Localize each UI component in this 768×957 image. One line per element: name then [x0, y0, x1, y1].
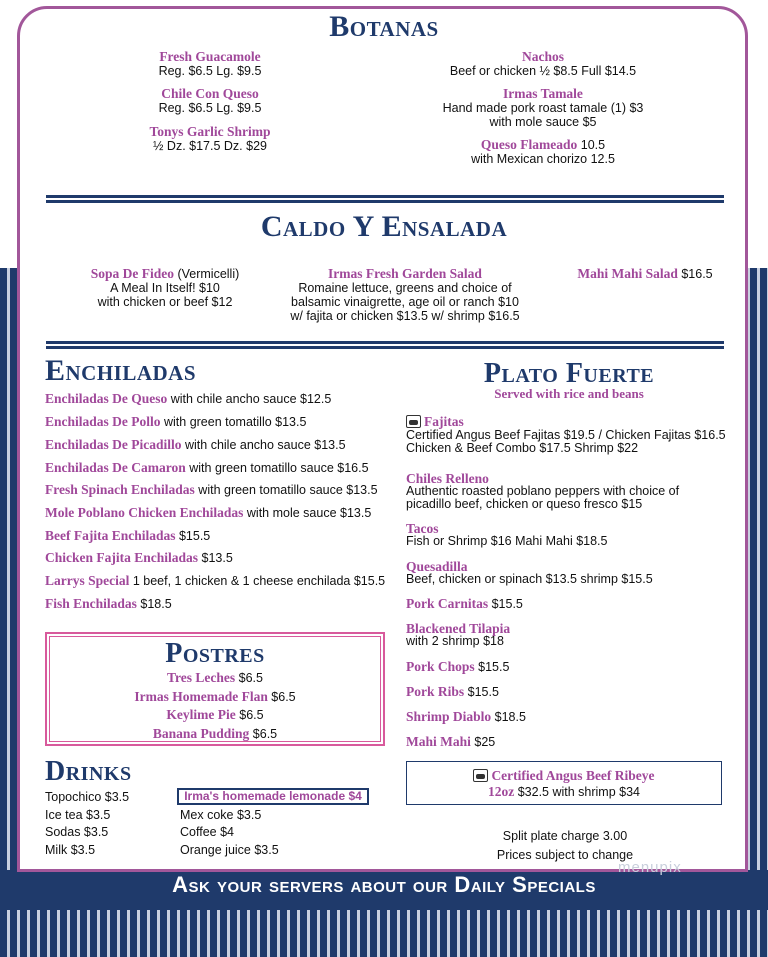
item-name: Mahi Mahi: [406, 734, 471, 749]
section-divider: [46, 341, 724, 349]
item-price: $15.5: [474, 660, 510, 674]
item-detail: Chicken & Beef Combo $17.5 Shrimp $22: [406, 441, 639, 455]
item-detail: Certified Angus Beef Fajitas $19.5 / Chicken Fajitas $16.5: [406, 428, 726, 442]
item-detail: with chile ancho sauce $12.5: [167, 392, 332, 406]
item-price: 10.5: [577, 138, 606, 152]
menu-item-mole-enchiladas: [45, 505, 371, 521]
item-name: Enchiladas De Picadillo: [45, 437, 182, 452]
item-name: Enchiladas De Pollo: [45, 414, 161, 429]
item-detail: with mole sauce $5: [489, 115, 597, 129]
item-detail: balsamic vinaigrette, age oil or ranch $10: [291, 295, 519, 309]
item-name: Certified Angus Beef Ribeye: [491, 768, 655, 783]
item-detail: ½ Dz. $17.5 Dz. $29: [153, 139, 267, 153]
menu-item-irmas-tamale: [428, 87, 658, 129]
menu-item-pork-ribs: [406, 685, 499, 699]
item-name: Pork Ribs: [406, 684, 465, 699]
item-detail: with 2 shrimp $18: [406, 634, 504, 648]
menu-item-flan: [45, 688, 385, 707]
item-name: Tacos: [406, 521, 439, 536]
item-name: Chicken Fajita Enchiladas: [45, 550, 199, 565]
item-name: Irmas Homemade Flan: [134, 688, 268, 704]
item-name: Chiles Relleno: [406, 471, 489, 486]
drink-item: Orange juice $3.5: [180, 843, 279, 857]
menu-item-mahi-mahi: [406, 735, 495, 749]
section-divider: [46, 195, 724, 203]
menu-item-beef-fajita-enchiladas: [45, 528, 210, 544]
item-size: 12oz: [487, 784, 515, 799]
menu-item-larrys-special: [45, 573, 385, 589]
drink-item: Mex coke $3.5: [180, 808, 262, 822]
menu-item-quesadilla: [406, 560, 653, 586]
item-detail: Hand made pork roast tamale (1) $3: [442, 101, 644, 115]
botanas-title: Botanas: [329, 10, 439, 43]
angus-beef-icon: [473, 769, 488, 782]
item-price: $16.5: [677, 267, 713, 281]
menu-item-chicken-fajita-enchiladas: [45, 550, 233, 566]
item-detail: $15.5: [175, 529, 211, 543]
menu-item-queso-flameado: [428, 138, 658, 166]
item-name: Mahi Mahi Salad: [577, 266, 678, 281]
item-price: $6.5: [249, 726, 278, 741]
item-detail: 1 beef, 1 chicken & 1 cheese enchilada $15.5: [129, 574, 386, 588]
item-detail: with chicken or beef $12: [97, 295, 233, 309]
menu-item-enchiladas-queso: [45, 391, 331, 407]
drink-lemonade: Irma's homemade lemonade $4: [177, 788, 369, 805]
item-name: Queso Flameado: [480, 137, 578, 152]
item-detail: Reg. $6.5 Lg. $9.5: [158, 64, 262, 78]
watermark: menupix: [618, 859, 682, 876]
item-name: Mole Poblano Chicken Enchiladas: [45, 505, 244, 520]
caldo-title: Caldo Y Ensalada: [260, 210, 508, 243]
menu-item-tacos: [406, 522, 607, 548]
item-detail: with green tomatillo sauce $16.5: [185, 461, 369, 475]
menu-item-chiles-relleno: [406, 472, 679, 511]
item-suffix: (Vermicelli): [173, 267, 240, 281]
item-name: Pork Carnitas: [406, 596, 489, 611]
item-price: $6.5: [235, 671, 263, 685]
drink-item: Topochico $3.5: [45, 790, 130, 804]
item-name: Enchiladas De Queso: [45, 391, 168, 406]
item-price: $15.5: [488, 597, 523, 611]
item-price: $6.5: [235, 708, 264, 722]
menu-item-nachos: [428, 50, 658, 78]
item-name: Fajitas: [424, 414, 464, 429]
menu-item-sopa-de-fideo: [70, 267, 260, 309]
item-detail: Fish or Shrimp $16 Mahi Mahi $18.5: [406, 534, 608, 548]
item-detail: Beef, chicken or spinach $13.5 shrimp $15.5: [406, 572, 653, 586]
prices-note: Prices subject to change: [496, 848, 634, 862]
menu-item-blackened-tilapia: [406, 622, 510, 648]
plato-subtitle: Served with rice and beans: [494, 386, 644, 401]
item-name: Larrys Special: [45, 573, 130, 588]
menu-item-tonys-garlic-shrimp: [110, 125, 310, 153]
item-name: Chile Con Queso: [161, 86, 259, 101]
menu-item-shrimp-diablo: [406, 710, 526, 724]
item-price: $15.5: [464, 685, 499, 699]
drinks-title: Drinks: [45, 756, 132, 787]
item-name: Nachos: [521, 49, 564, 64]
item-price: $25: [470, 735, 496, 749]
split-plate-note: Split plate charge 3.00: [502, 829, 628, 843]
postres-title: Postres: [165, 638, 265, 669]
item-name: Shrimp Diablo: [406, 709, 492, 724]
item-detail: $13.5: [198, 551, 233, 565]
enchiladas-title: Enchiladas: [45, 354, 197, 387]
item-detail: Beef or chicken ½ $8.5 Full $14.5: [449, 64, 637, 78]
item-name: Irmas Fresh Garden Salad: [328, 266, 482, 281]
item-detail: w/ fajita or chicken $13.5 w/ shrimp $16.5: [290, 309, 520, 323]
menu-item-enchiladas-camaron: [45, 460, 369, 476]
menu-item-banana-pudding: [45, 725, 385, 744]
item-name: Blackened Tilapia: [406, 621, 511, 636]
item-name: Fish Enchiladas: [45, 596, 137, 611]
menu-item-garden-salad: [270, 267, 540, 323]
menu-item-enchiladas-picadillo: [45, 437, 346, 453]
item-name: Pork Chops: [406, 659, 475, 674]
item-name: Irmas Tamale: [503, 86, 583, 101]
menu-item-fajitas: [406, 415, 726, 455]
item-detail: with green tomatillo sauce $13.5: [194, 483, 378, 497]
drink-item: Sodas $3.5: [45, 825, 109, 839]
drink-item: Ice tea $3.5: [45, 808, 111, 822]
item-price: $32.5 with shrimp $34: [514, 785, 640, 799]
item-detail: with green tomatillo $13.5: [160, 415, 307, 429]
menu-item-fresh-guacamole: [110, 50, 310, 78]
menu-item-pork-chops: [406, 660, 509, 674]
item-detail: with chile ancho sauce $13.5: [181, 438, 346, 452]
menu-item-chile-con-queso: [110, 87, 310, 115]
item-detail: $18.5: [136, 597, 172, 611]
item-name: Quesadilla: [406, 559, 468, 574]
item-price: $6.5: [267, 689, 296, 704]
item-name: Sopa De Fideo: [90, 266, 174, 281]
item-name: Tres Leches: [167, 670, 236, 685]
item-detail: Authentic roasted poblano peppers with choice of: [406, 484, 680, 498]
item-detail: Romaine lettuce, greens and choice of: [298, 281, 512, 295]
item-detail: A Meal In Itself! $10: [110, 281, 220, 295]
item-name: Keylime Pie: [166, 707, 236, 722]
menu-item-keylime-pie: [45, 706, 385, 725]
item-name: Fresh Guacamole: [159, 49, 261, 64]
angus-beef-icon: [406, 415, 421, 428]
postres-list: [45, 669, 385, 743]
item-detail: with mole sauce $13.5: [243, 506, 372, 520]
daily-specials-banner: Ask your servers about our Daily Specials: [172, 872, 596, 897]
menu-item-tres-leches: [45, 669, 385, 688]
menu-item-enchiladas-pollo: [45, 414, 306, 430]
item-detail: picadillo beef, chicken or queso fresco $15: [406, 497, 643, 511]
menu-item-mahi-salad: [560, 267, 730, 281]
item-detail: with Mexican chorizo 12.5: [471, 152, 615, 166]
item-name: Beef Fajita Enchiladas: [45, 528, 176, 543]
item-name: Enchiladas De Camaron: [45, 460, 186, 475]
item-detail: Reg. $6.5 Lg. $9.5: [158, 101, 262, 115]
drink-item: Milk $3.5: [45, 843, 96, 857]
item-name: Tonys Garlic Shrimp: [149, 124, 271, 139]
plato-title: Plato Fuerte: [483, 358, 655, 389]
menu-item-spinach-enchiladas: [45, 482, 378, 498]
item-name: Fresh Spinach Enchiladas: [45, 482, 195, 497]
item-price: $18.5: [491, 710, 526, 724]
menu-item-ribeye: [406, 768, 722, 800]
menu-item-fish-enchiladas: [45, 596, 172, 612]
item-name: Banana Pudding: [152, 725, 250, 741]
menu-item-pork-carnitas: [406, 597, 523, 611]
drink-item: Coffee $4: [180, 825, 234, 839]
